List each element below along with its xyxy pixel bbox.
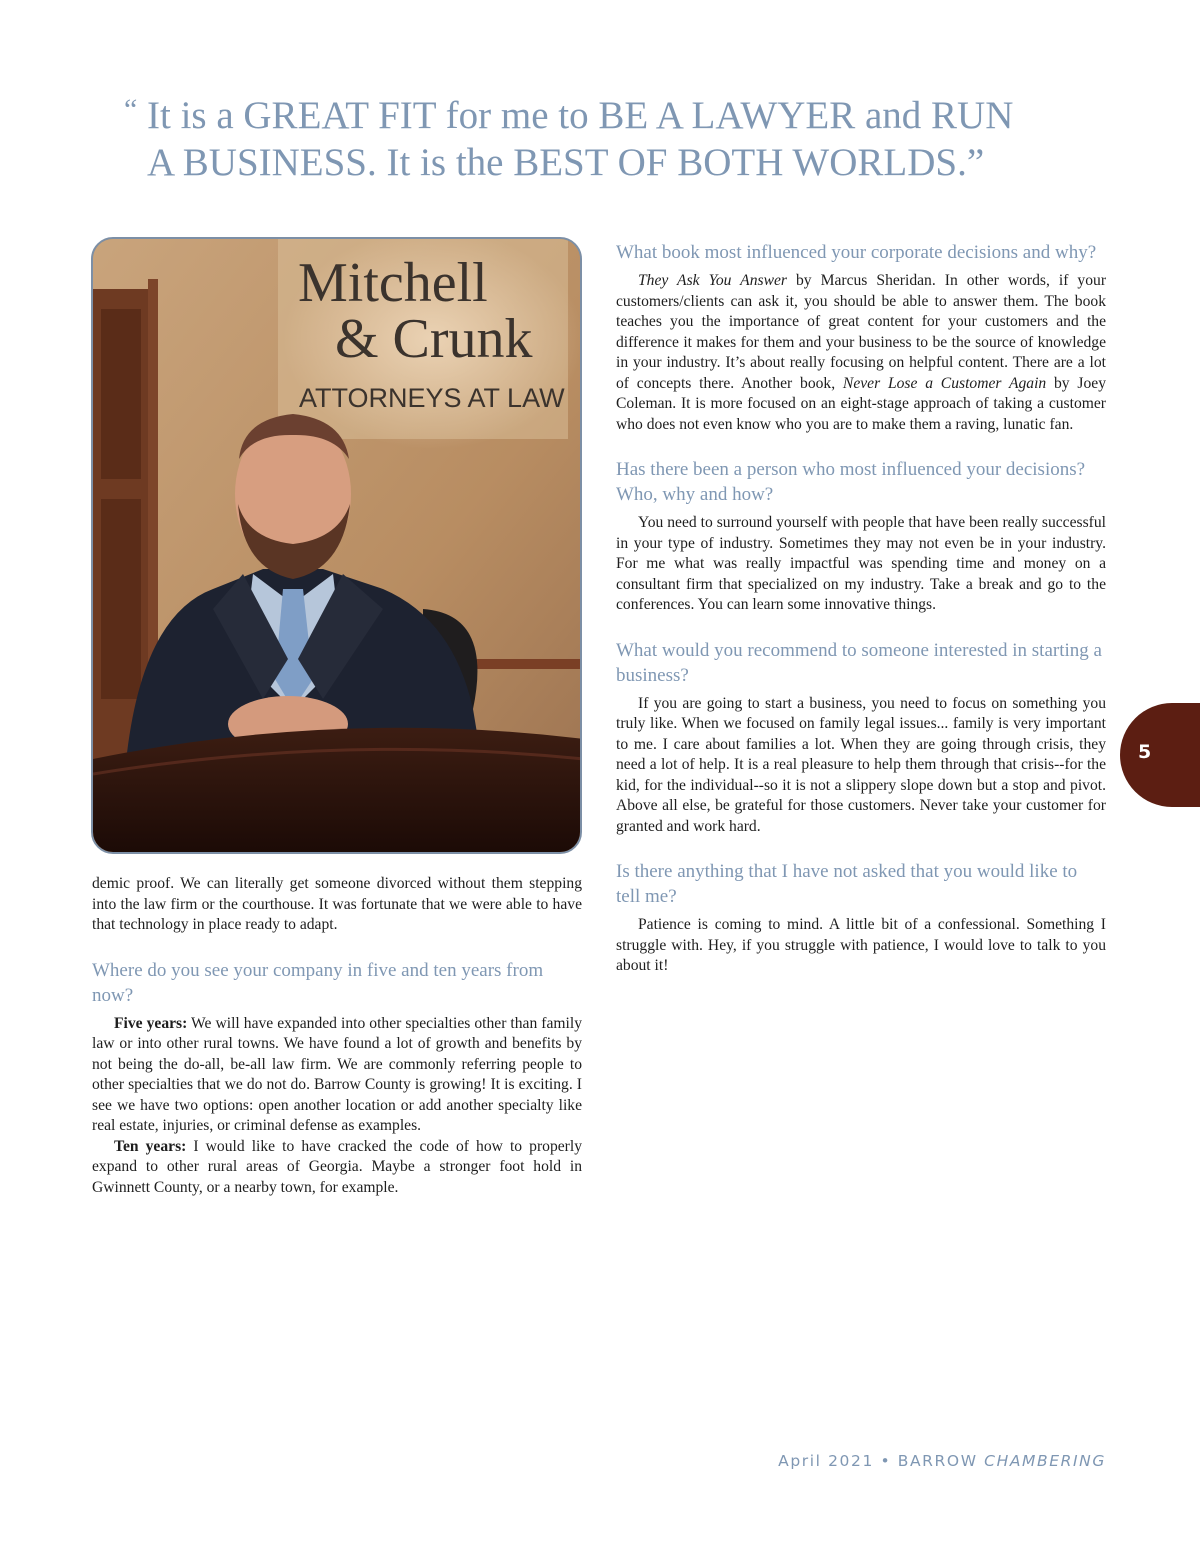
left-column	[92, 874, 582, 1220]
book-text-2: by Joey Coleman. It is more focused on an eight-stage approach of taking a customer who does not even know who you are to make them a raving, lunatic fan.	[616, 374, 1106, 433]
question-heading-book: What book most influenced your corporate decisions and why?	[616, 242, 1097, 263]
page-number-tab	[1120, 703, 1200, 807]
question-heading-recommend: What would you recommend to someone interested in starting a business?	[616, 639, 1102, 686]
portrait-illustration	[93, 239, 582, 854]
page-number: 5	[1138, 741, 1152, 763]
footer-publication: BARROW	[897, 1452, 985, 1470]
book-title-1: They Ask You Answer	[638, 272, 787, 289]
footer-separator: •	[873, 1452, 898, 1470]
answer-anything: Patience is coming to mind. A little bit of a confessional. Something I struggle with. Hey, if you struggle with patience, I would love to talk to you about it!	[616, 916, 1106, 974]
answer-five-years	[92, 1014, 582, 1137]
book-title-2: Never Lose a Customer Again	[842, 374, 1047, 392]
question-heading-person: Has there been a person who most influenced your decisions? Who, why and how?	[616, 459, 1086, 505]
book-text-1: by Marcus Sheridan. In other words, if your customers/clients can ask it, you should be able to answer them. The book teaches you the importance of great content for your customers and the difference it makes for them and your business to be the source of knowledge in your industry. It’s about really focusing on helpful content. There are a lot of concepts there. Another book,	[616, 272, 1107, 392]
answer-person: You need to surround yourself with people that have been really successful in your type of industry. Sometimes they may not even be in your industry. For me what was really impactful was spending time and money on a consultant firm that specialized on my industry. Take a break and go to the conferences. You can learn some innovative things.	[616, 514, 1106, 613]
footer-publication-italic: CHAMBERING	[984, 1452, 1106, 1470]
answer-book	[616, 271, 1106, 435]
question-heading-anything: Is there anything that I have not asked that you would like to tell me?	[616, 861, 1078, 907]
five-years-label: Five years:	[114, 1014, 188, 1032]
open-quote-mark: “	[124, 93, 138, 126]
ten-years-text: I would like to have cracked the code of how to properly expand to other rural areas of Georgia. Maybe a stronger foot hold in Gwinnett County, or a nearby town, for example.	[92, 1137, 582, 1196]
answer-ten-years	[92, 1137, 582, 1199]
sign-line-1: Mitchell	[298, 252, 488, 314]
five-years-text: We will have expanded into other specialties other than family law or into other rural towns. We have found a lot of growth and benefits by not being the do-all, be-all law firm. We are commonly referring people to other specialties that we do not do. Barrow County is growing! It is exciting. I see we have two options: open another location or add another specialty like real estate, injuries, or criminal defense as examples.	[92, 1014, 582, 1134]
sign-line-3: ATTORNEYS AT LAW	[299, 383, 565, 413]
pull-quote-line-1: It is a GREAT FIT for me to BE A LAWYER and RUN	[147, 94, 1014, 137]
pull-quote-line-2: A BUSINESS. It is the BEST OF BOTH WORLDS.”	[147, 141, 985, 184]
right-column	[616, 240, 1106, 999]
footer-date: April 2021	[778, 1452, 874, 1470]
question-heading-future: Where do you see your company in five and ten years from now?	[92, 959, 544, 1006]
ten-years-label: Ten years:	[114, 1137, 187, 1155]
continuation-paragraph: demic proof. We can literally get someone divorced without them stepping into the law firm or the courthouse. It was fortunate that we were able to have that technology in place ready to adapt.	[92, 875, 582, 933]
pull-quote	[124, 92, 1074, 186]
sign-line-2: & Crunk	[335, 308, 533, 370]
footer	[778, 1452, 1106, 1470]
answer-recommend: If you are going to start a business, you need to focus on something you truly like. When we focused on family legal issues... family is very important to me. I care about families a lot. When they are going through crisis, they need a lot of help. It is a real pleasure to help them through that crisis--for the kid, for the individual--so it is not a slippery slope down but a stop and pivot. Above all else, be grateful for those customers. Never take your customer for granted and work hard.	[616, 694, 1106, 835]
portrait-photo	[91, 237, 582, 854]
